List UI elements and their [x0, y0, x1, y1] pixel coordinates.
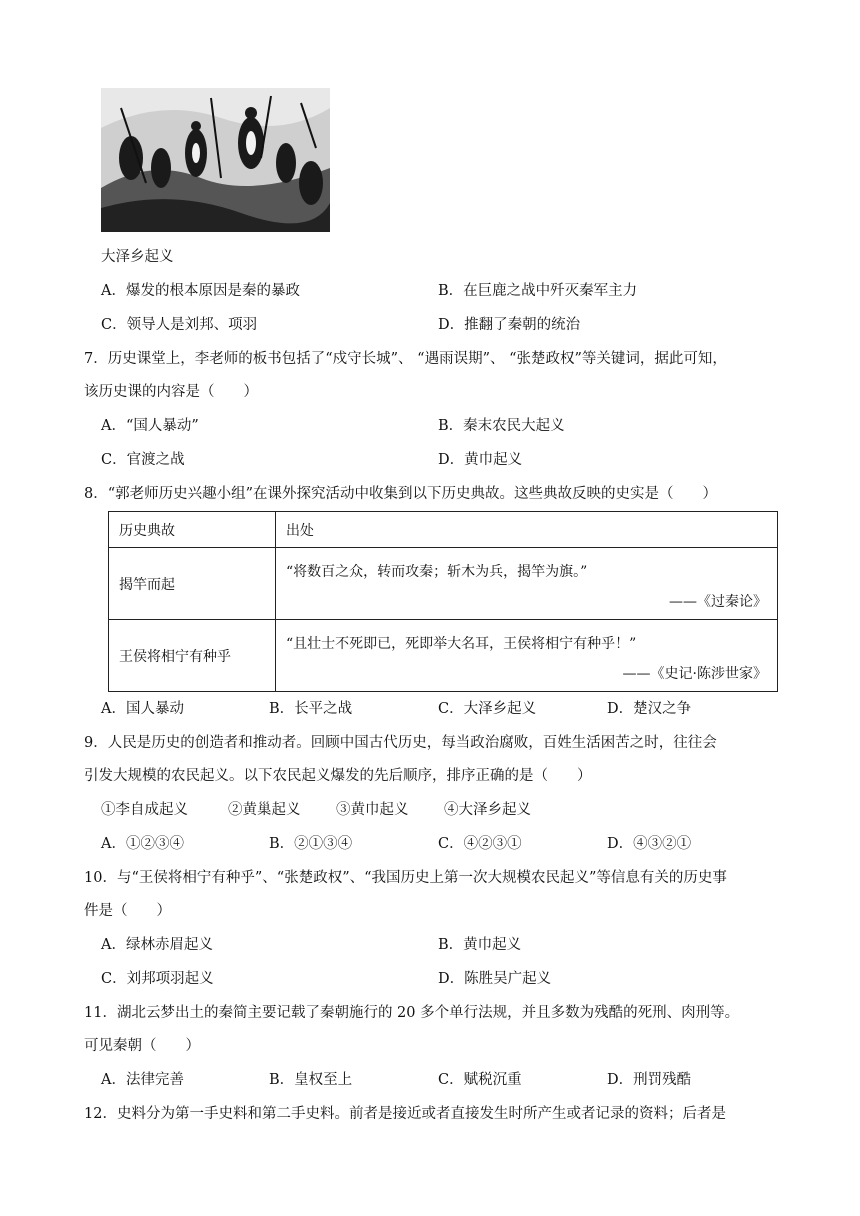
table-cell-story: 王侯将相宁有种乎	[109, 620, 276, 692]
q7-stem-line2: 该历史课的内容是（ ）	[84, 384, 258, 400]
q8-option-a[interactable]: A．国人暴动	[101, 701, 184, 717]
q7-option-b[interactable]: B．秦末农民大起义	[438, 418, 565, 434]
q11-stem-line1: 11．湖北云梦出土的秦简主要记载了秦朝施行的 20 多个单行法规，并且多数为残酷的死刑、肉刑等。	[84, 1005, 740, 1021]
q9-stem-line1: 9．人民是历史的创造者和推动者。回顾中国古代历史，每当政治腐败，百姓生活困苦之时，往往会	[84, 735, 717, 751]
q9-stem-line2: 引发大规模的农民起义。以下农民起义爆发的先后顺序，排序正确的是（ ）	[84, 768, 592, 784]
q8-option-c[interactable]: C．大泽乡起义	[438, 701, 537, 717]
table-cell-source	[276, 620, 778, 692]
q10-option-b[interactable]: B．黄巾起义	[438, 937, 522, 953]
q8-option-d[interactable]: D．楚汉之争	[607, 701, 692, 717]
q6-option-d[interactable]: D．推翻了秦朝的统治	[438, 317, 581, 333]
q11-option-b[interactable]: B．皇权至上	[269, 1072, 353, 1088]
q11-option-d[interactable]: D．刑罚残酷	[607, 1072, 692, 1088]
figure-caption: 大泽乡起义	[101, 249, 174, 265]
q10-option-d[interactable]: D．陈胜吴广起义	[438, 971, 552, 987]
source-citation: ——《过秦论》	[669, 593, 767, 610]
q9-option-c[interactable]: C．④②③①	[438, 836, 522, 852]
q12-stem-line1: 12．史料分为第一手史料和第二手史料。前者是接近或者直接发生时所产生或者记录的资料；后者是	[84, 1106, 726, 1122]
q6-option-a[interactable]: A．爆发的根本原因是秦的暴政	[101, 283, 300, 299]
table-cell-story: 揭竿而起	[109, 548, 276, 620]
table-header-story: 历史典故	[109, 512, 276, 548]
q7-option-c[interactable]: C．官渡之战	[101, 452, 185, 468]
q11-option-c[interactable]: C．赋税沉重	[438, 1072, 522, 1088]
q10-stem-line1: 10．与“王侯将相宁有种乎”、“张楚政权”、“我国历史上第一次大规模农民起义”等信息有关的历史事	[84, 870, 727, 886]
q9-option-b[interactable]: B．②①③④	[269, 836, 353, 852]
source-quote: “将数百之众，转而攻秦；斩木为兵，揭竿为旗。”	[286, 563, 588, 580]
q7-option-a[interactable]: A．“国人暴动”	[101, 418, 199, 434]
q9-option-d[interactable]: D．④③②①	[607, 836, 692, 852]
q8-source-table	[108, 511, 778, 692]
dazexiang-uprising-illustration	[101, 88, 330, 232]
q11-stem-line2: 可见秦朝（ ）	[84, 1038, 200, 1054]
table-row	[109, 620, 778, 692]
table-cell-source	[276, 548, 778, 620]
q9-item-2: ②黄巢起义	[228, 802, 301, 818]
q6-option-c[interactable]: C．领导人是刘邦、项羽	[101, 317, 258, 333]
q10-stem-line2: 件是（ ）	[84, 903, 171, 919]
q7-stem-line1: 7．历史课堂上，李老师的板书包括了“戍守长城”、 “遇雨误期”、 “张楚政权”等关键词，据此可知，	[84, 351, 727, 367]
q9-option-a[interactable]: A．①②③④	[101, 836, 184, 852]
q6-option-b[interactable]: B．在巨鹿之战中歼灭秦军主力	[438, 283, 638, 299]
q7-option-d[interactable]: D．黄巾起义	[438, 452, 523, 468]
source-quote: “且壮士不死即已，死即举大名耳，王侯将相宁有种乎！”	[286, 635, 637, 652]
source-citation: ——《史记·陈涉世家》	[622, 665, 767, 682]
q10-option-a[interactable]: A．绿林赤眉起义	[101, 937, 213, 953]
q8-option-b[interactable]: B．长平之战	[269, 701, 353, 717]
q10-option-c[interactable]: C．刘邦项羽起义	[101, 971, 214, 987]
q9-item-3: ③黄巾起义	[336, 802, 409, 818]
table-header-source: 出处	[276, 512, 778, 548]
q11-option-a[interactable]: A．法律完善	[101, 1072, 184, 1088]
q9-item-4: ④大泽乡起义	[444, 802, 531, 818]
q8-stem: 8．“郭老师历史兴趣小组”在课外探究活动中收集到以下历史典故。这些典故反映的史实是（ ）	[84, 486, 718, 502]
table-row	[109, 548, 778, 620]
table-header-row	[109, 512, 778, 548]
q9-item-1: ①李自成起义	[101, 802, 188, 818]
